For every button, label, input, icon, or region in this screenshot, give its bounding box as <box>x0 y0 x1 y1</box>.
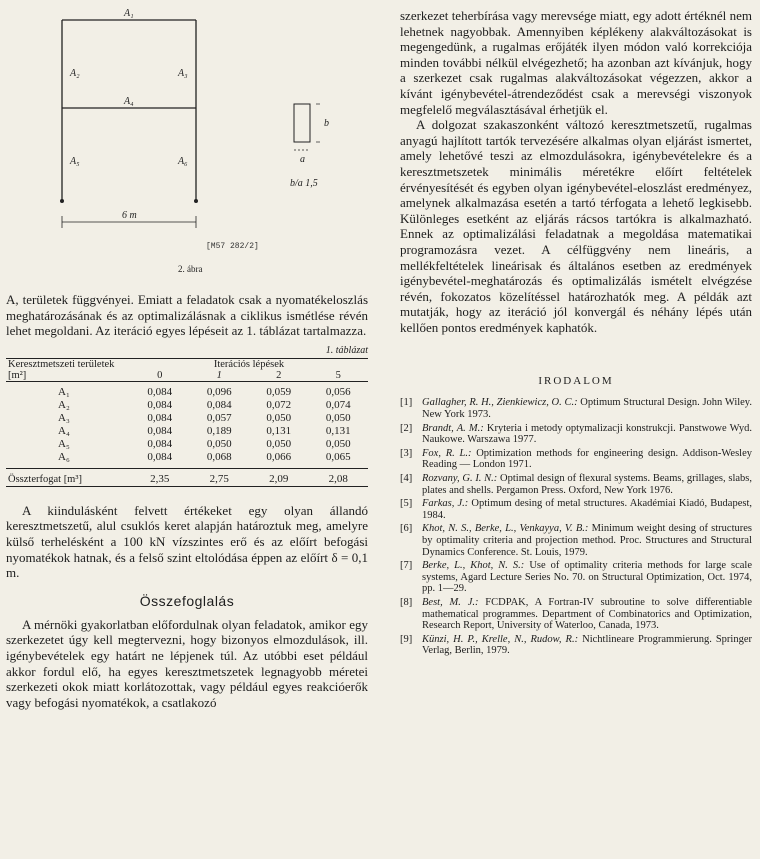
list-item: [1] Gallagher, R. H., Zienkiewicz, O. C.: Optimum Structural Design. John Wiley. New York 1973. <box>400 397 753 421</box>
right-paragraph-2: A dolgozat szakaszonként változó keresztmetszetű, rugalmas anyagú hajlított tartók tervezésére alkalmas olyan eljárást ismertet, amely lehetővé teszi az elmozdulásokra, igénybevételekre és a keresztmetszetek minimális méretékre előírt feltételek érvényesítését és egyben olyan igénybevétel-eloszlást eredményez, amelynek alkalmazása esetén a tartó térfogata a lehető legkisebb. Különleges esetként az eljárás rácsos tartókra is alkalmazható. Ennek az optimalizálási feladatnak a megoldása matematikai programozásra vezet. A célfüggvény nem lineáris, a mellékfeltételek lineárisak és általános esetben az eredmények igénybevétel-meghatározás és optimalizálás ismételt elvégzése révén, fokozatos közelítéssel határozhatók meg. A példák azt mutatják, hogy az iteráció jól konvergál és néhány lépés után kellően pontos eredmények kaphatók. <box>400 117 752 335</box>
section-ratio: b/a 1,5 <box>290 178 318 189</box>
iteration-table <box>6 358 368 489</box>
step-2: 2 <box>276 369 282 381</box>
table-row: A₃ 0,084 0,057 0,050 0,050 <box>58 411 351 424</box>
figure-stamp: [M57 282/2] <box>206 242 259 251</box>
references-list <box>400 397 752 656</box>
list-item: [8] Best, M. J.: FCDPAK, A Fortran-IV subroutine to solve differentiable mathematical programmes. Department of Combinatorics and Optimization, Research Report, University of Waterloo, Canada, 1973. <box>400 596 752 632</box>
figure-caption: 2. ábra <box>178 264 203 274</box>
summary-title: Összefoglalás <box>139 592 235 609</box>
right-column <box>400 0 752 659</box>
list-item: [6] Khot, N. S., Berke, L., Venkayya, V. B.: Minimum weight desing of structures by optimality criteria and projection method. Proc. Structures and Structural Dynamics Conference. St. Louis, 1979. <box>400 523 752 558</box>
table-head-group: Iterációs lépések <box>213 358 285 370</box>
frame-figure <box>6 0 368 292</box>
label-a5: A₅ <box>70 156 80 167</box>
list-item: [3] Fox, R. L.: Optimization methods for engineering design. Addison-Wesley Reading — London 1971. <box>400 447 752 471</box>
table-row: A₄ 0,084 0,189 0,131 0,131 <box>58 424 351 437</box>
table-row: A₆ 0,084 0,068 0,066 0,065 <box>58 450 351 463</box>
table-row: A₁ 0,084 0,096 0,059 0,056 <box>58 385 351 398</box>
left-paragraph-2: A kiindulásként felvett értékeket egy olyan állandó keresztmetszetű, alul csuklós keret alapján határoztuk meg, amelyre külső terhelésként a 100 kN vízszintes erő és az előírt befogási nyomatékok hatnak, és a felső szint eltolódása éppen az előírt δ = 0,1 m. <box>6 502 368 581</box>
frame-diagram <box>6 0 368 292</box>
table-row: A₂ 0,084 0,084 0,072 0,074 <box>58 398 351 411</box>
left-paragraph-1: A, területek függvényei. Emiatt a feladatok csak a nyomatékeloszlás meghatározásának és az optimalizálásnak a ciklikus ismétlése révén lehet megoldani. Az iteráció egyes lépéseit az 1. táblázat tartalmazza. <box>6 292 368 339</box>
left-column <box>6 0 368 710</box>
right-paragraph-1: szerkezet teherbírása vagy merevsége miatt, egy adott értéknél nem lehetnek nagyobbak. Amennyiben képlékeny alakváltozásokat is megengedünk, a rugalmas erőjáték ilyen módon való korrekciója minden további nélkül elvégezhető; ha azonban azt kívánjuk, hogy a szerkezet csak rugalmas alakváltozásokat végezzen, akkor a kívánt igénybevétel-átrendeződést csak a merevségi viszonyok megfelelő megválasztásával érhetjük el. <box>400 8 752 117</box>
section-label-b: b <box>324 118 329 129</box>
table-label: 1. táblázat <box>325 344 368 356</box>
label-a6: A₆ <box>178 156 188 167</box>
label-a3: A₃ <box>178 68 188 79</box>
step-1: 1 <box>216 369 222 381</box>
list-item: [5] Farkas, J.: Optimum desing of metal structures. Akadémiai Kiadó, Budapest, 1984. <box>400 498 753 521</box>
label-a4: A₄ <box>124 96 134 107</box>
list-item: [4] Rozvany, G. I. N.: Optimal design of flexural systems. Beams, grillages, slabs, plates and shells. Pergamon Press. Oxford, New York 1976. <box>400 473 752 496</box>
references-title: IRODALOM <box>538 375 614 388</box>
step-0: 0 <box>157 369 163 381</box>
table-row: A₅ 0,084 0,050 0,050 0,050 <box>58 437 351 450</box>
table-total-row: Összterfogat [m³] 2,35 2,75 2,09 2,08 <box>6 468 368 486</box>
list-item: [7] Berke, L., Khot, N. S.: Use of optimality criteria methods for large scale systems, Agard Lecture Series No. 70. on Structural Optimization, Oct. 1974, pp. 1—29. <box>400 560 752 595</box>
label-a1: A₁ <box>124 8 134 19</box>
table-head-left: Keresztmetszeti területek [m²] <box>8 358 115 381</box>
step-5: 5 <box>335 369 341 381</box>
list-item: [9] Künzi, H. P., Krelle, N., Rudow, R.: Nichtlineare Programmierung. Springer Verlag, Berlin, 1979. <box>400 633 752 657</box>
list-item: [2] Brandt, A. M.: Kryteria i metody optymalizacji konstrukcji. Panstwowe Wyd. Naukowe. Warszawa 1977. <box>400 422 753 446</box>
span-label: 6 m <box>122 210 137 221</box>
label-a2: A₂ <box>70 68 80 79</box>
section-label-a: a <box>300 154 305 165</box>
left-paragraph-3: A mérnöki gyakorlatban előfordulnak olyan feladatok, amikor egy szerkezetet úgy kell megtervezni, hogy bizonyos elmozdulások, ill. igénybevételek egy határt ne lépjenek túl. Az utóbbi eset például akkor fordul elő, ha egyes keresztmetszetek legnagyobb méretei szerkezeti okok miatt korlátozottak, vagy például egyes reakcióerők vagy befogási nyomatékok, a csatlakozó <box>6 616 368 710</box>
